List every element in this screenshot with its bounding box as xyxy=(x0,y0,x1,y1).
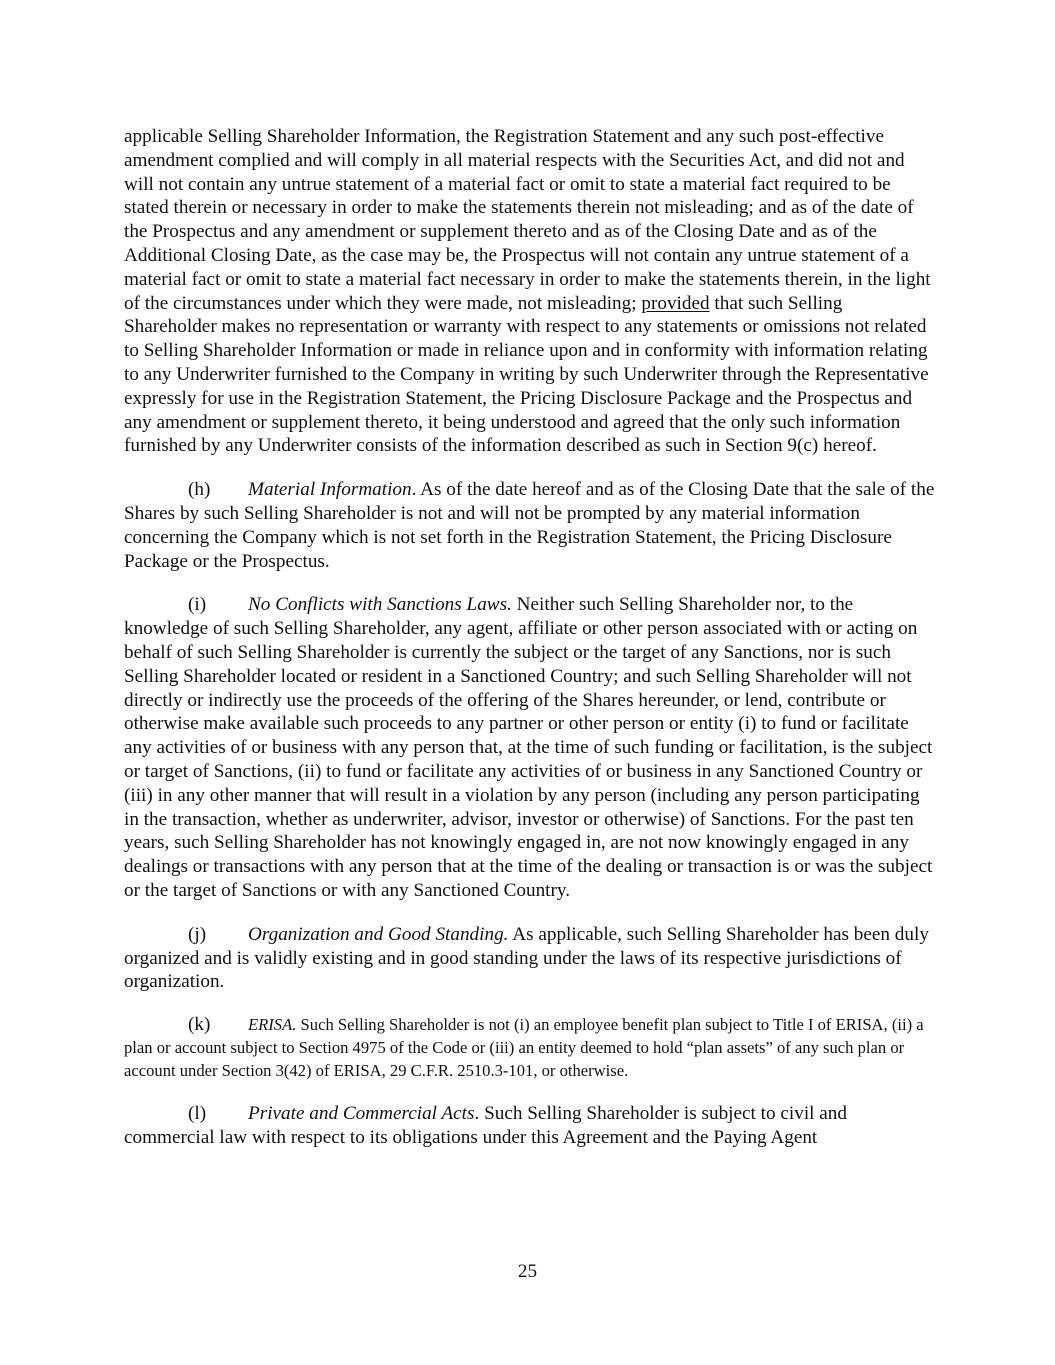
section-heading: ERISA. xyxy=(248,1015,297,1035)
section-body: Such Selling Shareholder is not (i) an employee benefit plan subject to Title I of ERISA, (ii) a plan or account subject to Section 4975 of the Code or (iii) an entity deemed to hold “plan assets” of any such plan or account under Section 3(42) of ERISA, 29 C.F.R. 2510.3-101, or otherwise. xyxy=(124,1015,924,1080)
section-marker: (i) xyxy=(188,594,207,616)
section-heading: Organization and Good Standing. xyxy=(248,923,509,945)
section-body: As of the date hereof and as of the Closing Date that the sale of the Shares by such Selling Shareholder is not and will not be prompted by any material information concerning the Company which is not set forth in the Registration Statement, the Pricing Disclosure Package or the Prospectus. xyxy=(124,479,935,572)
provided-underlined-term: provided xyxy=(641,292,710,314)
intro-text-after: that such Selling Shareholder makes no representation or warranty with respect to any statements or omissions not related to Selling Shareholder Information or made in reliance upon and in conformity with information relating to any Underwriter furnished to the Company in writing by such Underwriter through the Representative expressly for use in the Registration Statement, the Pricing Disclosure Package and the Prospectus and any amendment or supplement thereto, it being understood and agreed that the only such information furnished by any Underwriter consists of the information described as such in Section 9(c) hereof. xyxy=(124,292,929,457)
section-body: Neither such Selling Shareholder nor, to the knowledge of such Selling Shareholder, any agent, affiliate or other person associated with or acting on behalf of such Selling Shareholder is currently the subject or the target of any Sanctions, nor is such Selling Shareholder located or resident in a Sanctioned Country; and such Selling Shareholder will not directly or indirectly use the proceeds of the offering of the Shares hereunder, or lend, contribute or otherwise make available such proceeds to any partner or other person or entity (i) to fund or facilitate any activities of or business with any person that, at the time of such funding or facilitation, is the subject or target of Sanctions, (ii) to fund or facilitate any activities of or business in any Sanctioned Country or (iii) in any other manner that will result in a violation by any person (including any person participating in the transaction, whether as underwriter, advisor, investor or otherwise) of Sanctions. For the past ten years, such Selling Shareholder has not knowingly engaged in, are not now knowingly engaged in any dealings or transactions with any person that at the time of the dealing or transaction is or was the subject or the target of Sanctions or with any Sanctioned Country. xyxy=(124,594,933,901)
section-marker: (k) xyxy=(188,1014,211,1036)
section-marker: (l) xyxy=(188,1103,207,1125)
page-number: 25 xyxy=(517,1261,538,1282)
section-l-private-commercial-acts xyxy=(124,1102,936,1150)
intro-paragraph xyxy=(124,125,936,458)
section-marker: (h) xyxy=(188,479,211,501)
section-body: As applicable, such Selling Shareholder has been duly organized and is validly existing and in good standing under the laws of its respective jurisdictions of organization. xyxy=(124,923,929,993)
section-heading: Private and Commercial Acts xyxy=(248,1103,475,1125)
section-marker: (j) xyxy=(188,923,207,945)
intro-text-before: applicable Selling Shareholder Information, the Registration Statement and any such post-effective amendment complied and will comply in all material respects with the Securities Act, and did not and will not contain any untrue statement of a material fact or omit to state a material fact required to be stated therein or necessary in order to make the statements therein not misleading; and as of the date of the Prospectus and any amendment or supplement thereto and as of the Closing Date and as of the Additional Closing Date, as the case may be, the Prospectus will not contain any untrue statement of a material fact or omit to state a material fact necessary in order to make the statements therein, in the light of the circumstances under which they were made, not misleading; xyxy=(124,126,931,314)
document-page xyxy=(124,125,936,1150)
section-i-sanctions xyxy=(124,593,936,902)
section-j-organization xyxy=(124,923,936,994)
section-h-material-information xyxy=(124,478,936,573)
section-separator: . xyxy=(474,1103,485,1125)
section-heading: No Conflicts with Sanctions Laws. xyxy=(248,594,512,616)
section-heading: Material Information xyxy=(248,479,412,501)
section-separator: . xyxy=(411,479,421,501)
section-body: Such Selling Shareholder is subject to civil and commercial law with respect to its obligations under this Agreement and the Paying Agent xyxy=(124,1103,847,1149)
section-k-erisa xyxy=(124,1014,936,1082)
